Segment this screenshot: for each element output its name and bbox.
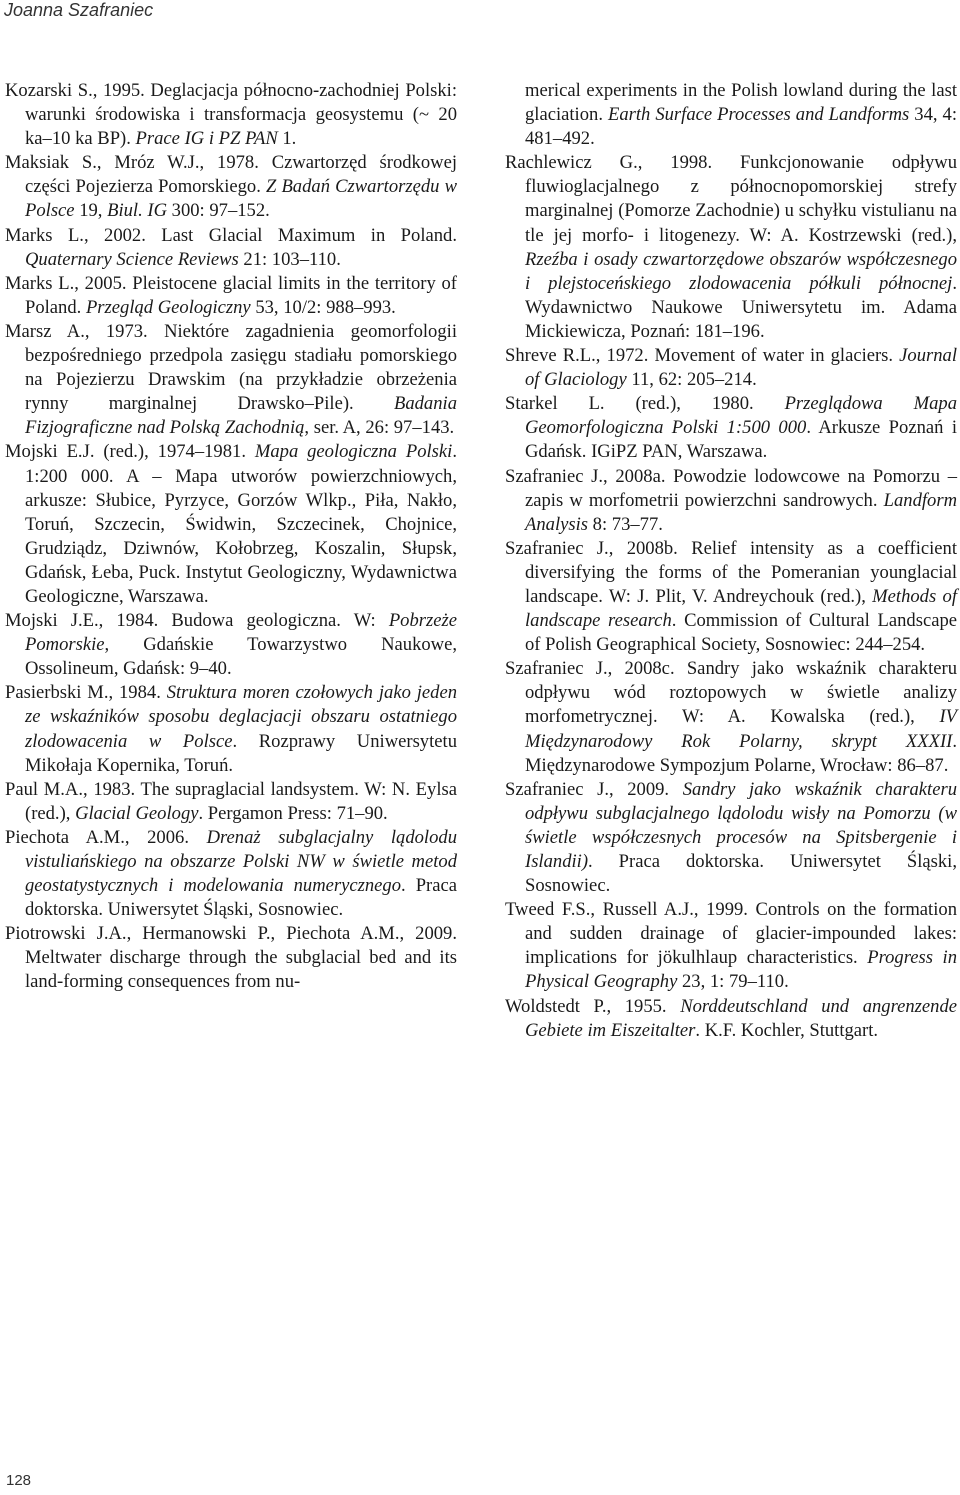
reference-text: . Wydawnictwo Naukowe Uniwersytetu im. Adama Mickiewicza, Poznań: 181–196. <box>525 272 957 342</box>
reference-title: Earth Surface Processes and Landforms <box>607 104 910 126</box>
reference-entry <box>5 826 457 922</box>
reference-title: Landform Analysis <box>525 489 957 535</box>
reference-entry <box>505 657 957 777</box>
reference-title: Struktura moren czołowych jako jeden ze wskaźników sposobu deglacjacji obszaru ostatniego zlodowacenia w Polsce <box>25 682 458 752</box>
reference-text: Rachlewicz G., 1998. Funkcjonowanie odpływu fluwioglacjalnego z północnopomorskiej strefy marginalnej (Pomorze Zachodnie) u schyłku vistulianu na tle jej morfo- i litogenezy. W: A. Kostrzewski (red.), <box>505 152 957 246</box>
reference-title: Norddeutschland und angrenzende Gebiete im Eiszeitalter <box>525 995 958 1041</box>
reference-title: Przegląd Geologiczny <box>85 296 251 318</box>
reference-text: Marks L., 2002. Last Glacial Maximum in Poland. <box>5 224 457 246</box>
reference-entry <box>5 681 457 777</box>
reference-entry <box>5 272 457 320</box>
reference-text: . Praca doktorska. Uniwersytet Śląski, Sosnowiec. <box>525 851 957 897</box>
running-head: Joanna Szafraniec <box>4 0 154 20</box>
reference-title: Drenaż subglacjalny lądolodu vistuliańskiego na obszarze Polski NW w świetle metod geostatystycznych i modelowania numerycznego <box>25 826 457 897</box>
reference-text: Tweed F.S., Russell A.J., 1999. Controls on the formation and sudden drainage of glacier-impounded lakes: implications for jökulhlaup characteristics. <box>505 899 957 969</box>
reference-text: . Praca doktorska. Uniwersytet Śląski, Sosnowiec. <box>25 875 457 921</box>
reference-title: Quaternary Science Reviews <box>25 248 239 270</box>
reference-text: Szafraniec J., 2009. <box>505 778 683 800</box>
reference-entry <box>505 537 957 657</box>
reference-title: Sandry jako wskaźnik charakteru odpływu subglacjalnego lądolodu wisły na Pomorzu (w świetle współczesnych procesów na Spitsbergenie i Islandii) <box>525 778 957 872</box>
reference-text: 34, 4: 481–492. <box>525 104 957 150</box>
reference-entry <box>5 151 457 223</box>
reference-title: Glacial Geology <box>75 802 199 824</box>
reference-text: . Rozprawy Uniwersytetu Mikołaja Kopernika, Toruń. <box>25 730 457 776</box>
reference-text: Szafraniec J., 2008a. Powodzie lodowcowe na Pomorzu – zapis w morfometrii powierzchni sandrowych. <box>505 465 957 511</box>
references-right-column <box>505 79 957 1043</box>
reference-text: 53, 10/2: 988–993. <box>250 296 396 318</box>
reference-text: 19, <box>74 200 108 222</box>
reference-entry <box>5 609 457 681</box>
reference-text: 21: 103–110. <box>238 248 341 270</box>
reference-title: Prace IG i PZ PAN <box>135 128 278 150</box>
reference-title: Rzeźba i osady czwartorzędowe obszarów współczesnego i plejstoceńskiego zlodowacenia półkuli północnej <box>525 248 957 294</box>
reference-text: . Pergamon Press: 71–90. <box>198 802 388 824</box>
reference-text: . Commission of Cultural Landscape of Polish Geographical Society, Sosnowiec: 244–254. <box>525 610 957 656</box>
reference-title: Pobrzeże Pomorskie <box>25 610 457 656</box>
reference-text: Shreve R.L., 1972. Movement of water in glaciers. <box>505 345 900 367</box>
reference-text: . K.F. Kochler, Stuttgart. <box>695 1019 879 1041</box>
reference-text: 1. <box>277 128 297 150</box>
reference-title: Biul. IG <box>107 200 168 222</box>
reference-text: Paul M.A., 1983. The supraglacial landsystem. W: N. Eylsa (red.), <box>5 778 457 824</box>
reference-text: Starkel L. (red.), 1980. <box>505 393 785 415</box>
reference-text: , ser. A, 26: 97–143. <box>304 417 455 439</box>
reference-title: Z Badań Czwartorzędu w Polsce <box>25 176 457 222</box>
reference-text: . 1:200 000. A – Mapa utworów powierzchniowych, arkusze: Słubice, Pyrzyce, Gorzów Wlkp., Piła, Nakło, Toruń, Szczecin, Świdwin, Szczecinek, Chojnice, Grudziądz, Dziwnów, Kołobrzeg, Koszalin, Słupsk, Gdańsk, Łeba, Puck. Instytut Geologiczny, Wydawnictwa Geologiczne, Warszawa. <box>25 441 457 607</box>
reference-text: Szafraniec J., 2008c. Sandry jako wskaźnik charakteru odpływu wód roztopowych w świetle analizy morfometrycznej. W: A. Kowalska (red.), <box>505 658 957 728</box>
reference-text: Piechota A.M., 2006. <box>5 826 207 848</box>
reference-entry <box>5 922 457 994</box>
reference-text: 23, 1: 79–110. <box>677 971 789 993</box>
reference-text: Pasierbski M., 1984. <box>5 682 167 704</box>
reference-text: Marsz A., 1973. Niektóre zagadnienia geomorfologii bezpośredniego przedpola zasięgu stadiału pomorskiego na Pojezierzu Drawskim (na przykładzie obrzeżenia rynny marginalnej Drawsko–Pile). <box>5 320 457 415</box>
reference-text: 8: 73–77. <box>588 513 663 535</box>
reference-text: Piotrowski J.A., Hermanowski P., Piechota A.M., 2009. Meltwater discharge through the subglacial bed and its land-forming consequences from nu- <box>5 923 457 993</box>
reference-title: Methods of landscape research <box>525 585 957 632</box>
reference-entry <box>5 778 457 826</box>
reference-text: Mojski E.J. (red.), 1974–1981. <box>5 441 255 463</box>
reference-title: IV Międzynarodowy Rok Polarny, skrypt XXXII <box>525 706 957 752</box>
reference-text: . Międzynarodowe Sympozjum Polarne, Wrocław: 86–87. <box>525 730 957 776</box>
reference-text: , Gdańskie Towarzystwo Naukowe, Ossolineum, Gdańsk: 9–40. <box>25 634 457 680</box>
page-number: 128 <box>6 1472 32 1489</box>
reference-entry <box>505 79 957 151</box>
reference-title: Journal of Glaciology <box>525 345 957 391</box>
reference-text: 11, 62: 205–214. <box>626 369 757 391</box>
reference-entry <box>5 440 457 609</box>
reference-text: Marks L., 2005. Pleistocene glacial limits in the territory of Poland. <box>5 272 457 318</box>
reference-text: merical experiments in the Polish lowland during the last glaciation. <box>525 80 957 126</box>
reference-text: Woldstedt P., 1955. <box>505 995 681 1017</box>
reference-text: Kozarski S., 1995. Deglacjacja północno-zachodniej Polski: warunki środowiska i transformacja geosystemu (~ 20 ka–10 ka BP). <box>5 80 457 150</box>
reference-title: Mapa geologiczna Polski <box>254 441 453 463</box>
reference-title: Progress in Physical Geography <box>525 947 957 993</box>
reference-title: Przeglądowa Mapa Geomorfologiczna Polski 1:500 000 <box>525 393 958 439</box>
reference-text: Maksiak S., Mróz W.J., 1978. Czwartorzęd środkowej części Pojezierza Pomorskiego. <box>5 152 457 198</box>
reference-entry <box>505 392 957 464</box>
reference-entry <box>5 320 457 440</box>
reference-entry <box>505 151 957 344</box>
reference-text: 300: 97–152. <box>167 200 270 222</box>
reference-text: . Arkusze Poznań i Gdańsk. IGiPZ PAN, Warszawa. <box>525 417 957 463</box>
reference-entry <box>505 465 957 537</box>
reference-entry <box>505 344 957 392</box>
reference-entry <box>5 79 457 151</box>
reference-entry <box>505 995 957 1043</box>
reference-title: Badania Fizjograficzne nad Polską Zachodnią <box>25 393 457 439</box>
reference-entry <box>505 898 957 994</box>
reference-text: Mojski J.E., 1984. Budowa geologiczna. W: <box>5 610 389 632</box>
reference-entry <box>5 224 457 272</box>
reference-text: Szafraniec J., 2008b. Relief intensity as a coefficient diversifying the forms of the Pomeranian younglacial landscape. W: J. Plit, V. Andreychouk (red.), <box>505 537 957 607</box>
reference-entry <box>505 778 957 898</box>
references-left-column <box>5 79 457 995</box>
